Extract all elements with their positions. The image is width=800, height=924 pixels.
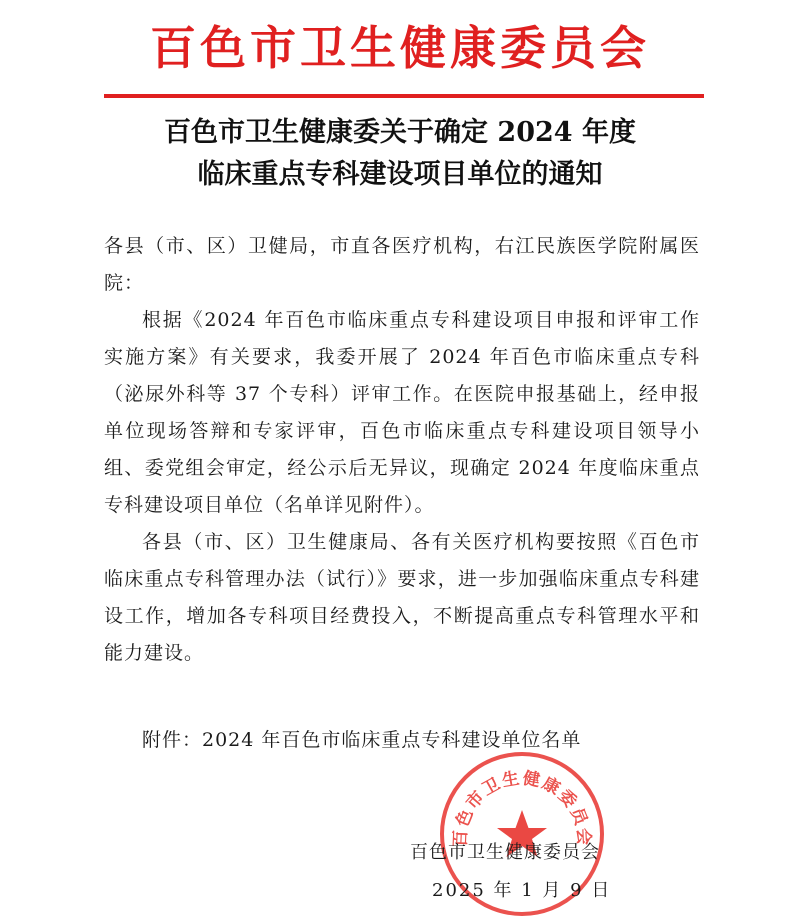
paragraph-2: 各县（市、区）卫生健康局、各有关医疗机构要按照《百色市临床重点专科管理办法（试行）》要求，进一步加强临床重点专科建设工作，增加各专科项目经费投入，不断提高重点专科管理水平和能力建设。 — [104, 531, 700, 664]
attachment-line: 附件：2024 年百色市临床重点专科建设单位名单 — [142, 729, 582, 751]
organization-header: 百色市卫生健康委员会 — [150, 21, 650, 75]
paragraph-1: 根据《2024 年百色市临床重点专科建设项目申报和评审工作实施方案》有关要求，我委开展了 2024 年百色市临床重点专科（泌尿外科等 37 个专科）评审工作。在医院申报基础上，经申报单位现场答辩和专家评审，百色市临床重点专科建设项目领导小组、委党组会审定，经公示后无异议，现确定 2024 年度临床重点专科建设项目单位（名单详见附件）。 — [104, 309, 700, 516]
notice-title-line2: 临床重点专科建设项目单位的通知 — [197, 159, 603, 190]
notice-title — [0, 112, 800, 196]
notice-body — [104, 228, 700, 672]
header-red-rule — [104, 94, 704, 98]
notice-title-line1: 百色市卫生健康委关于确定 2024 年度 — [164, 117, 636, 148]
svg-text:百色市卫生健康委员会: 百色市卫生健康委员会 — [450, 768, 594, 848]
salutation: 各县（市、区）卫健局，市直各医疗机构，右江民族医学院附属医院： — [104, 235, 700, 294]
signature-date: 2025 年 1 月 9 日 — [432, 880, 612, 901]
signature-organization: 百色市卫生健康委员会 — [410, 842, 600, 863]
